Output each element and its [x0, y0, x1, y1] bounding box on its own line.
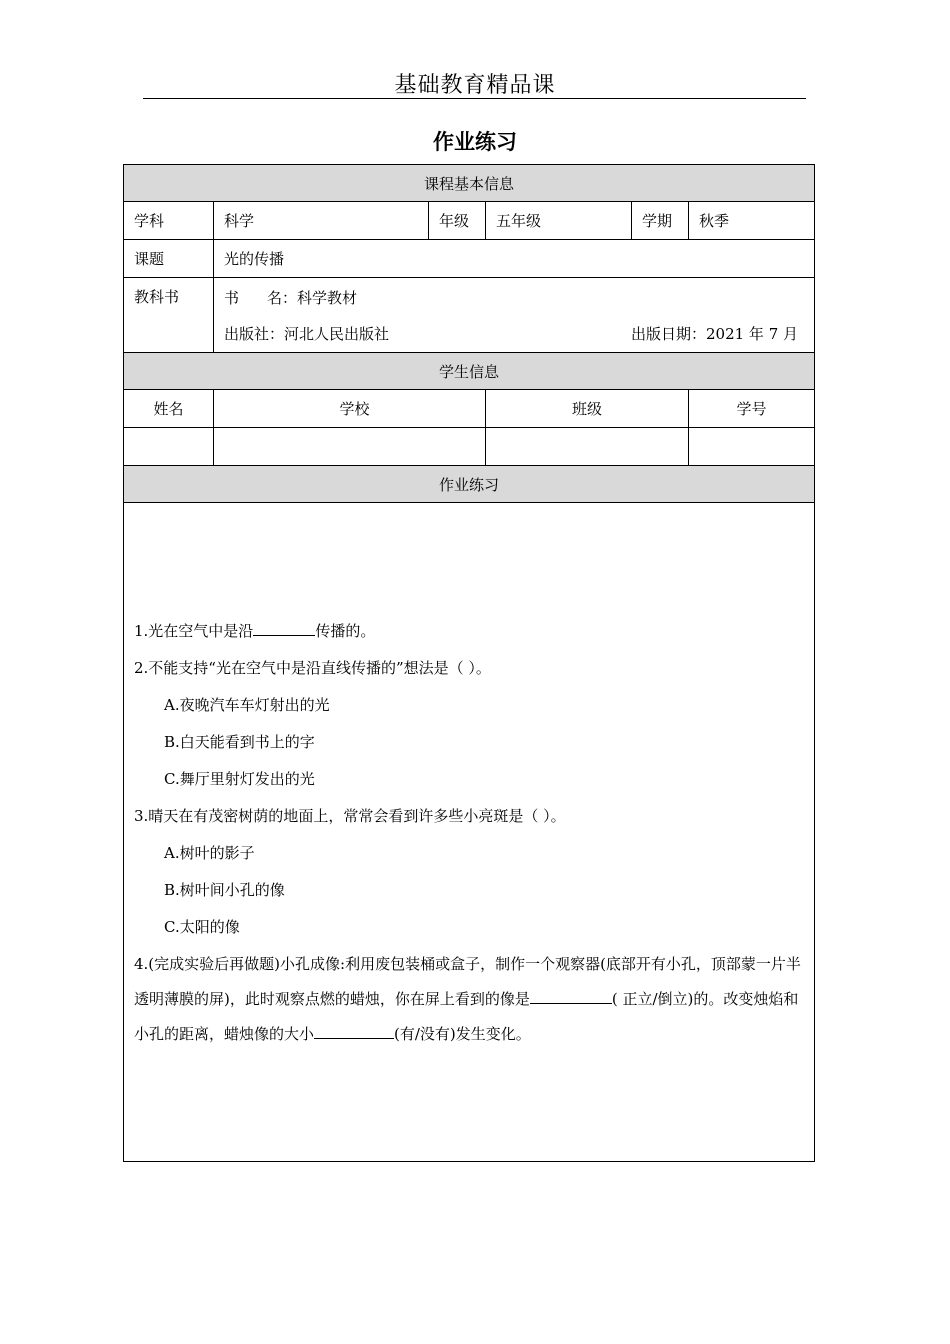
q4-text-part1: 4.(完成实验后再做题)小孔成像:利用废包装桶或盒子，制作一个观察器(底部开有小孔，顶部蒙一片半透明薄膜的屏)，此时观察点燃的蜡烛，你在屏上看到的像是	[134, 954, 801, 1008]
q3-option-b[interactable]: B.树叶间小孔的像	[164, 880, 285, 899]
student-info-header: 学生信息	[124, 353, 815, 390]
class-input-cell[interactable]	[486, 428, 689, 466]
pub-date-label: 出版日期：	[630, 324, 706, 343]
topic-value: 光的传播	[214, 240, 815, 278]
grade-value: 五年级	[486, 202, 632, 240]
book-name-label-a: 书	[224, 288, 240, 307]
course-info-header: 课程基本信息	[124, 165, 815, 202]
student-id-input-cell[interactable]	[689, 428, 815, 466]
subject-label: 学科	[124, 202, 214, 240]
col-school: 学校	[214, 390, 486, 428]
q4-text-part3: (有/没有)发生变化。	[394, 1024, 531, 1043]
q4-answer-blank-2[interactable]	[314, 1020, 394, 1039]
book-name-value: 科学教材	[297, 288, 358, 307]
school-input-cell[interactable]	[214, 428, 486, 466]
q3-option-a[interactable]: A.树叶的影子	[164, 843, 255, 862]
q4-answer-blank-1[interactable]	[530, 985, 612, 1004]
question-1	[134, 613, 804, 650]
textbook-details	[214, 278, 815, 353]
header-divider	[143, 98, 806, 99]
pub-date-value: 2021 年 7 月	[705, 324, 799, 343]
book-name-label-b: 名：	[267, 288, 298, 307]
q2-option-b[interactable]: B.白天能看到书上的字	[164, 732, 315, 751]
question-2: 2.不能支持“光在空气中是沿直线传播的”想法是（ ）。	[134, 658, 491, 677]
term-value: 秋季	[689, 202, 815, 240]
col-name: 姓名	[124, 390, 214, 428]
publisher-line	[224, 315, 804, 351]
exercise-content	[124, 503, 815, 1162]
q4-text-part2: ( 正立/倒立)的。改变烛焰和小孔的距离，蜡烛像的大小	[134, 989, 799, 1043]
q3-option-c[interactable]: C.太阳的像	[164, 917, 240, 936]
grade-label: 年级	[429, 202, 486, 240]
topic-label: 课题	[124, 240, 214, 278]
term-label: 学期	[632, 202, 689, 240]
question-4	[134, 947, 804, 1052]
document-title: 作业练习	[433, 130, 517, 154]
question-3: 3.晴天在有茂密树荫的地面上，常常会看到许多些小亮斑是（ ）。	[134, 806, 566, 825]
publisher-value: 河北人民出版社	[284, 324, 390, 343]
q1-text-start: 1.光在空气中是沿	[134, 621, 254, 640]
q1-answer-blank[interactable]	[253, 617, 315, 636]
q2-option-a[interactable]: A.夜晚汽车车灯射出的光	[164, 695, 330, 714]
page-header-title: 基础教育精品课	[394, 73, 556, 98]
textbook-label: 教科书	[124, 278, 214, 353]
subject-value: 科学	[214, 202, 429, 240]
col-class: 班级	[486, 390, 689, 428]
exercise-header: 作业练习	[124, 466, 815, 503]
homework-table	[123, 164, 815, 1162]
publisher-label: 出版社：	[224, 324, 285, 343]
book-name-line	[224, 279, 804, 315]
name-input-cell[interactable]	[124, 428, 214, 466]
q2-option-c[interactable]: C.舞厅里射灯发出的光	[164, 769, 315, 788]
col-student-id: 学号	[689, 390, 815, 428]
q1-text-end: 传播的。	[315, 621, 376, 640]
